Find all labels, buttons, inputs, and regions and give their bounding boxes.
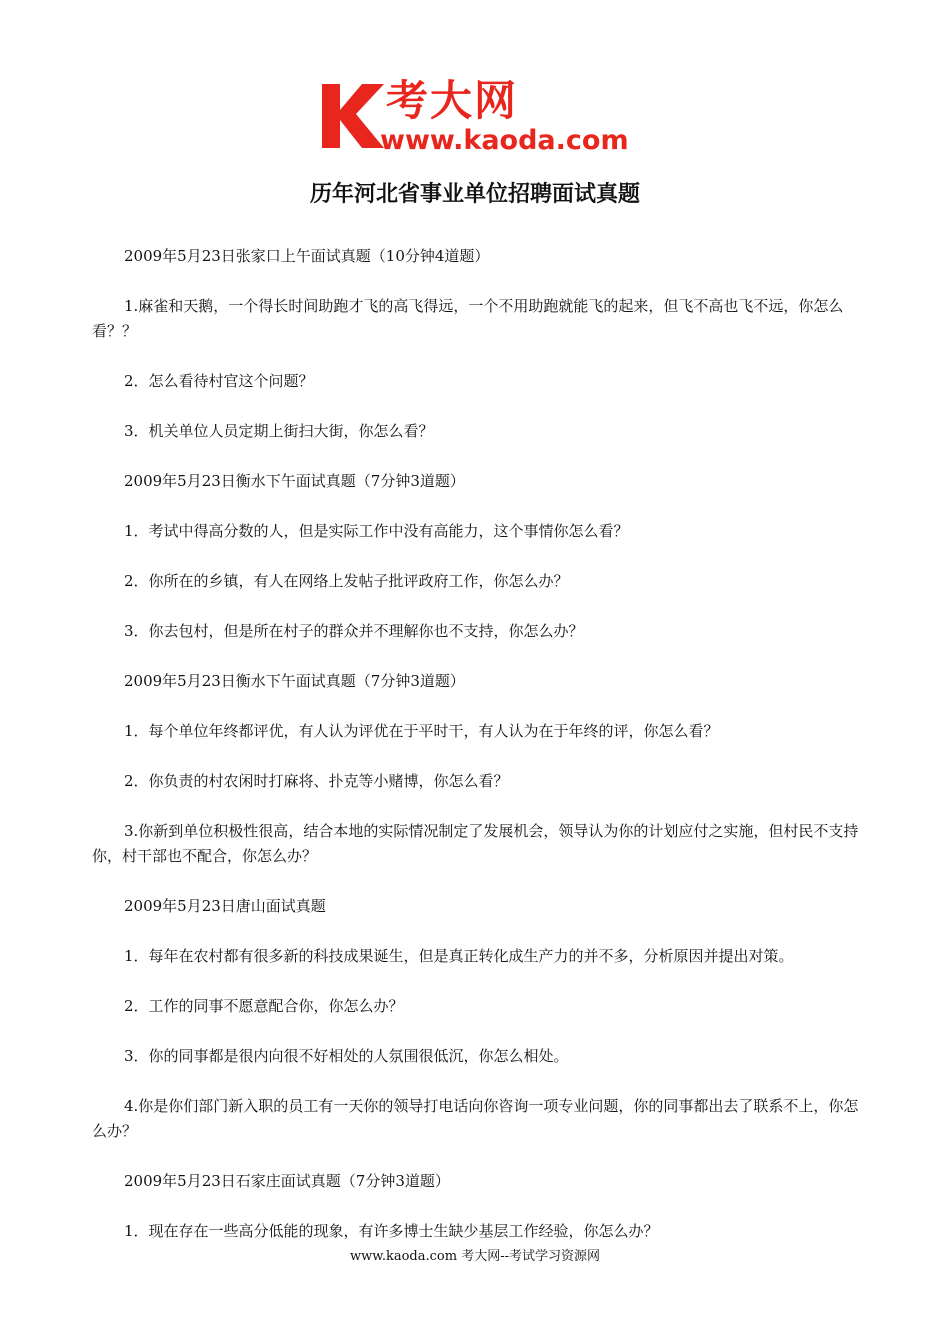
- logo-brand-url: www.kaoda.com: [380, 125, 629, 156]
- logo-brand-cn: 考大网: [386, 76, 519, 125]
- question-item: 1．每年在农村都有很多新的科技成果诞生，但是真正转化成生产力的并不多，分析原因并提出对策。: [124, 947, 794, 965]
- question-item: 1．考试中得高分数的人，但是实际工作中没有高能力，这个事情你怎么看？: [124, 522, 629, 540]
- question-item: 3．机关单位人员定期上街扫大街，你怎么看？: [124, 422, 434, 440]
- question-item: 3．你去包村，但是所在村子的群众并不理解你也不支持，你怎么办？: [124, 622, 584, 640]
- question-item: 3.你新到单位积极性很高，结合本地的实际情况制定了发展机会，领导认为你的计划应付之实施，但村民不支持你，村干部也不配合，你怎么办？: [92, 822, 859, 865]
- document-body: [92, 244, 862, 1269]
- section-heading: 2009年5月23日衡水下午面试真题（7分钟3道题）: [124, 672, 465, 690]
- question-item: 2．怎么看待村官这个问题？: [124, 372, 314, 390]
- question-item: 2．你负责的村农闲时打麻将、扑克等小赌博，你怎么看？: [124, 772, 509, 790]
- question-item: 2．工作的同事不愿意配合你，你怎么办？: [124, 997, 404, 1015]
- section-heading: 2009年5月23日张家口上午面试真题（10分钟4道题）: [124, 247, 490, 265]
- question-item: 3．你的同事都是很内向很不好相处的人氛围很低沉，你怎么相处。: [124, 1047, 569, 1065]
- kaoda-k-logo-icon: [318, 80, 388, 152]
- question-item: 4.你是你们部门新入职的员工有一天你的领导打电话向你咨询一项专业问题，你的同事都出去了联系不上，你怎么办？: [92, 1097, 859, 1140]
- section-heading: 2009年5月23日衡水下午面试真题（7分钟3道题）: [124, 472, 465, 490]
- page-footer: www.kaoda.com 考大网--考试学习资源网: [350, 1249, 600, 1264]
- question-item: 1．每个单位年终都评优，有人认为评优在于平时干，有人认为在于年终的评，你怎么看？: [124, 722, 719, 740]
- kaoda-logo: [318, 78, 638, 158]
- question-item: 1.麻雀和天鹅，一个得长时间助跑才飞的高飞得远，一个不用助跑就能飞的起来，但飞不高也飞不远，你怎么看？？: [92, 297, 844, 340]
- document-title: 历年河北省事业单位招聘面试真题: [309, 182, 640, 207]
- section-heading: 2009年5月23日石家庄面试真题（7分钟3道题）: [124, 1172, 450, 1190]
- section-heading: 2009年5月23日唐山面试真题: [124, 897, 326, 915]
- question-item: 2．你所在的乡镇，有人在网络上发帖子批评政府工作，你怎么办？: [124, 572, 569, 590]
- question-item: 1．现在存在一些高分低能的现象，有许多博士生缺少基层工作经验，你怎么办？: [124, 1222, 659, 1240]
